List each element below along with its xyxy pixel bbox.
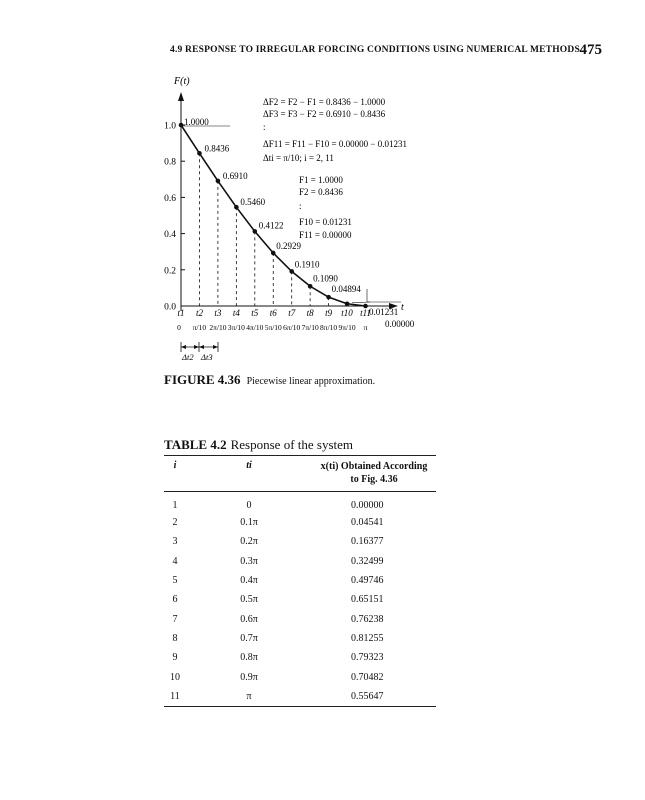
cell-i: 5	[172, 575, 178, 587]
running-head-title: 4.9 RESPONSE TO IRREGULAR FORCING CONDITIONS USING NUMERICAL METHODS	[170, 45, 580, 55]
table-body	[164, 492, 436, 707]
point-label: 1.0000	[184, 117, 209, 127]
table-row	[164, 492, 436, 514]
table-row	[164, 532, 436, 551]
cell-x: 0.55647	[351, 690, 384, 702]
header-x-line2: to Fig. 4.36	[350, 474, 398, 485]
response-table	[164, 455, 436, 707]
cell-ti: 0.8π	[240, 652, 258, 664]
cell-x: 0.04541	[351, 517, 384, 529]
label-bracket	[367, 289, 401, 302]
t-label: t11	[360, 308, 371, 318]
data-point	[271, 251, 276, 256]
table-row	[164, 513, 436, 532]
table-row	[164, 571, 436, 590]
cell-x: 0.32499	[351, 555, 384, 567]
cell-x: 0.70482	[351, 671, 384, 683]
t-label: t2	[195, 308, 203, 318]
t-label: t1	[177, 308, 185, 318]
cell-ti: 0.5π	[240, 594, 258, 606]
y-tick-label: 0.2	[164, 266, 176, 277]
annotation-dots1: :	[263, 122, 266, 132]
table-title	[164, 437, 353, 453]
pi-label: 5π/10	[264, 323, 282, 332]
table-row	[164, 590, 436, 609]
cell-i: 3	[172, 536, 178, 548]
figure-annotations	[263, 97, 407, 240]
point-label: 0.1910	[294, 259, 320, 270]
cell-i: 8	[172, 632, 178, 644]
cell-x: 0.65151	[351, 594, 384, 606]
cell-x: 0.49746	[351, 575, 384, 587]
pi-label: 6π/10	[283, 323, 301, 332]
t-label: t7	[288, 308, 296, 318]
cell-x: 0.76238	[351, 613, 384, 625]
pi-label: 4π/10	[246, 323, 264, 332]
cell-i: 1	[172, 500, 178, 511]
cell-ti: 0.4π	[240, 575, 258, 587]
header-i: i	[164, 456, 186, 492]
t-label: t9	[325, 308, 333, 318]
figure-caption	[164, 372, 375, 388]
extra-zero-label: 0.00000	[385, 319, 415, 329]
delta-t3-label: Δt3	[201, 352, 213, 362]
header-x-line1: x(ti) Obtained According	[320, 461, 428, 472]
cell-ti: 0.3π	[240, 555, 258, 567]
cell-x: 0.81255	[351, 632, 384, 644]
figure-number: FIGURE 4.36	[164, 372, 241, 387]
table-title-text: Response of the system	[230, 437, 354, 452]
data-point	[179, 123, 184, 128]
y-axis-label: F(t)	[174, 76, 190, 87]
point-label: 0.6910	[222, 170, 248, 181]
data-point	[253, 229, 258, 234]
delta-t2-label: Δt2	[182, 352, 194, 362]
table-header-row	[164, 456, 436, 492]
t-label: t6	[269, 308, 277, 318]
data-point	[234, 205, 239, 210]
annotation-dti: Δti = π/10; i = 2, 11	[263, 153, 334, 163]
data-point	[197, 151, 202, 156]
y-tick-label: 0.4	[164, 230, 176, 241]
table-row	[164, 687, 436, 707]
cell-x: 0.79323	[351, 652, 384, 664]
pi-label: 3π/10	[227, 323, 245, 332]
cell-x: 0.16377	[351, 536, 384, 548]
point-label: 0.04894	[331, 284, 361, 295]
t-label: t4	[232, 308, 240, 318]
annotation-df2: ΔF2 = F2 − F1 = 0.8436 − 1.0000	[263, 97, 386, 107]
cell-ti: 0.6π	[240, 613, 258, 625]
pi-label: 8π/10	[320, 323, 338, 332]
cell-ti: 0.2π	[240, 536, 258, 548]
annotation-df11: ΔF11 = F11 − F10 = 0.00000 − 0.01231	[263, 139, 407, 149]
point-label: 0.4122	[258, 220, 284, 231]
data-point	[308, 284, 313, 289]
figure-caption-text: Piecewise linear approximation.	[246, 376, 376, 387]
data-point	[326, 295, 331, 300]
point-label: 0.8436	[204, 143, 230, 154]
pi-label: 9π/10	[338, 323, 356, 332]
point-label: 0.01231	[369, 306, 399, 317]
table-row	[164, 552, 436, 571]
page-number: 475	[579, 42, 602, 58]
annotation-f2: F2 = 0.8436	[299, 187, 343, 197]
y-tick-label: 0.0	[164, 302, 176, 313]
point-label: 0.2929	[276, 240, 301, 251]
cell-ti: 0.7π	[240, 632, 258, 644]
table-number: TABLE 4.2	[164, 437, 227, 452]
cell-x: 0.00000	[351, 500, 384, 511]
pi-label: 2π/10	[209, 323, 227, 332]
y-tick-label: 0.6	[164, 193, 176, 204]
cell-i: 10	[170, 671, 180, 683]
annotation-f10: F10 = 0.01231	[299, 217, 352, 227]
pi-label: 7π/10	[301, 323, 319, 332]
piecewise-linear-figure	[0, 0, 645, 370]
pi-label: π/10	[192, 323, 207, 332]
cell-i: 2	[172, 517, 178, 529]
delta-t2-arrow-right	[194, 345, 199, 349]
cell-i: 7	[172, 613, 178, 625]
pi-label: 0	[177, 323, 181, 332]
data-point	[289, 269, 294, 274]
cell-i: 4	[172, 555, 178, 567]
annotation-f11: F11 = 0.00000	[299, 230, 352, 240]
t-label: t5	[251, 308, 259, 318]
delta-t3-arrow-right	[213, 345, 218, 349]
annotation-f1: F1 = 1.0000	[299, 175, 343, 185]
data-point	[216, 179, 221, 184]
x-axis-label: t	[401, 302, 404, 313]
y-tick-label: 0.8	[164, 157, 176, 168]
table-row	[164, 667, 436, 686]
t-label: t10	[341, 308, 353, 318]
data-point	[345, 301, 350, 306]
cell-ti: 0.1π	[240, 517, 258, 529]
annotation-df3: ΔF3 = F3 − F2 = 0.6910 − 0.8436	[263, 109, 386, 119]
cell-i: 9	[172, 652, 178, 664]
y-tick-label: 1.0	[164, 121, 176, 132]
header-x	[312, 456, 436, 492]
table-row	[164, 648, 436, 667]
delta-t2-arrow-left	[181, 345, 186, 349]
cell-ti: 0	[246, 500, 252, 511]
header-ti: ti	[186, 456, 312, 492]
annotation-dots2: :	[299, 201, 302, 211]
cell-ti: π	[246, 690, 252, 702]
cell-i: 6	[172, 594, 178, 606]
delta-t3-arrow-left	[199, 345, 204, 349]
t-label: t3	[214, 308, 222, 318]
cell-ti: 0.9π	[240, 671, 258, 683]
cell-i: 11	[170, 690, 180, 702]
y-axis-arrow	[178, 92, 184, 101]
pi-label: π	[363, 323, 368, 332]
table-row	[164, 629, 436, 648]
t-label: t8	[306, 308, 314, 318]
point-label: 0.1090	[313, 273, 338, 284]
point-label: 0.5460	[240, 197, 266, 208]
table-row	[164, 609, 436, 628]
